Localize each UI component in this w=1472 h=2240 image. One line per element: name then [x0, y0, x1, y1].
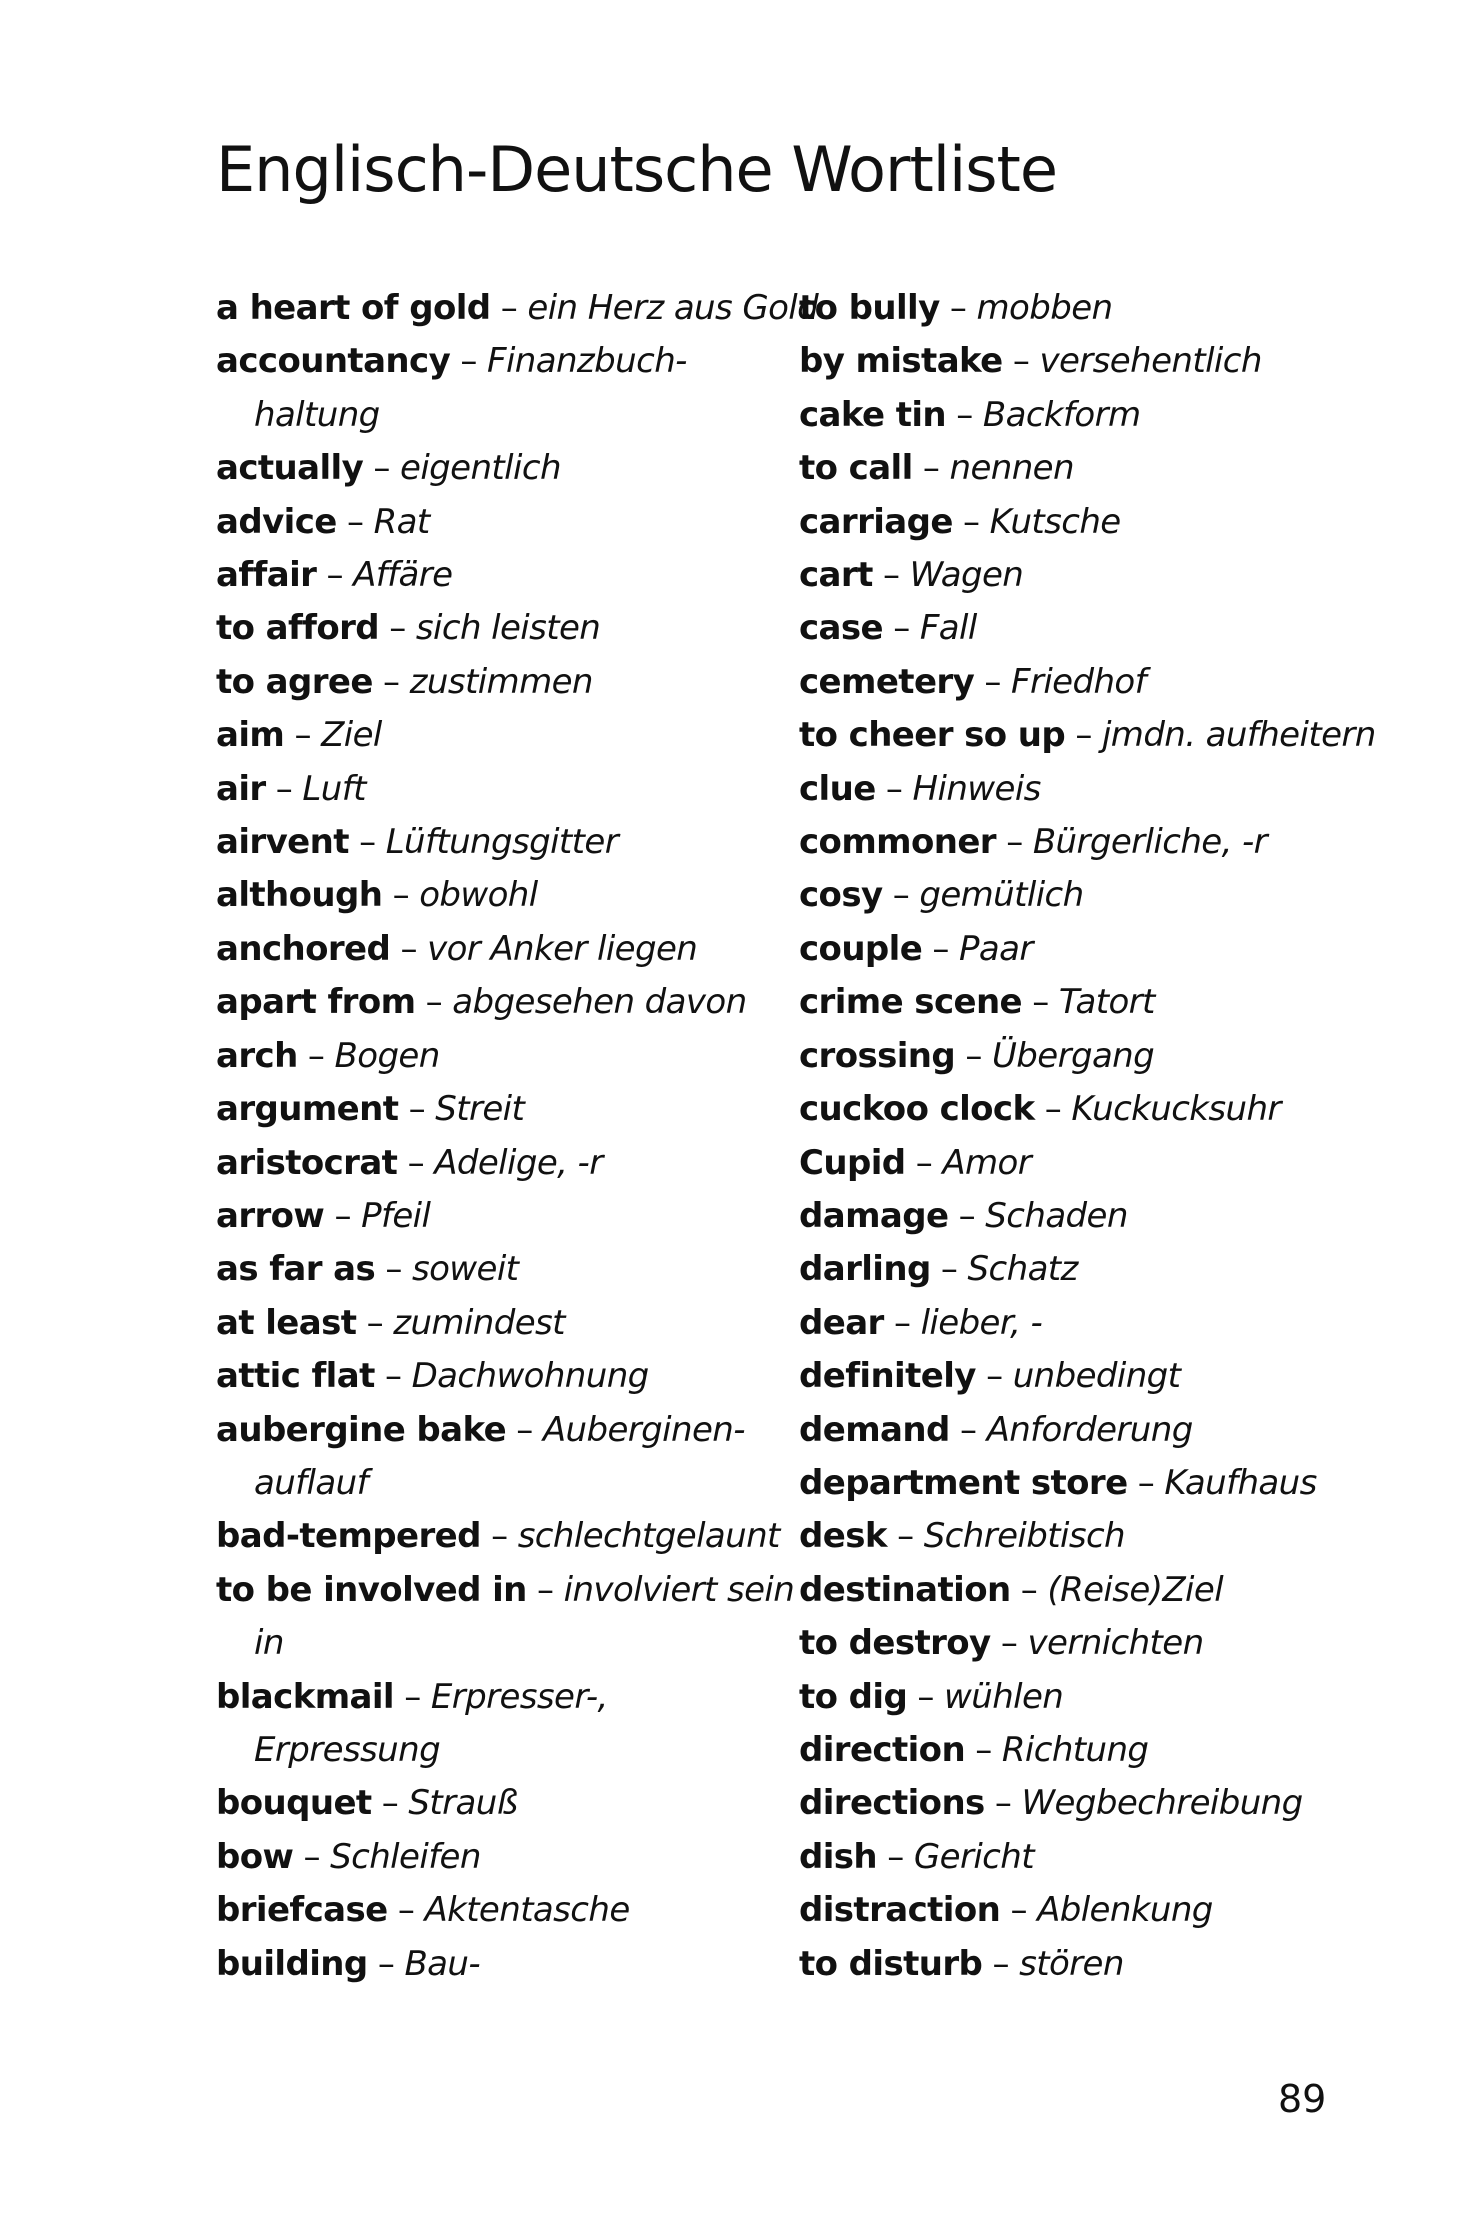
entry-term: aim — [216, 715, 285, 756]
entry-term: darling — [799, 1249, 931, 1290]
entry-translation: ein Herz aus Gold — [527, 288, 819, 328]
entry-separator: – — [359, 822, 376, 863]
entry-translation: Auberginen- — [542, 1409, 745, 1450]
entry-translation: jmdn. aufheitern — [1101, 715, 1376, 756]
entry-translation: (Reise)Ziel — [1047, 1569, 1224, 1610]
glossary-entry — [799, 1404, 1359, 1457]
entry-separator: – — [893, 1302, 911, 1343]
entry-term: anchored — [216, 928, 391, 969]
entry-separator: – — [1044, 1089, 1062, 1130]
entry-term: to cheer so up — [799, 715, 1066, 756]
entry-term: at least — [216, 1302, 357, 1343]
entry-translation: Anforderung — [986, 1409, 1193, 1450]
glossary-entry — [216, 1297, 776, 1350]
entry-translation: Streit — [435, 1089, 525, 1130]
entry-term: cake tin — [799, 394, 947, 435]
entry-separator: – — [975, 1729, 992, 1770]
entry-separator: – — [303, 1836, 320, 1877]
entry-separator: – — [275, 768, 293, 809]
glossary-entry — [799, 1671, 1359, 1724]
glossary-entry — [216, 335, 776, 442]
entry-translation: Friedhof — [1011, 661, 1147, 702]
entry-translation: versehentlich — [1039, 341, 1262, 382]
entry-separator: – — [425, 982, 443, 1023]
entry-translation: obwohl — [419, 875, 538, 916]
glossary-entry — [799, 1884, 1359, 1937]
entry-translation: Adelige, -r — [434, 1142, 603, 1183]
entry-separator: – — [949, 288, 967, 328]
entry-separator: – — [986, 1356, 1003, 1397]
entry-translation: Kaufhaus — [1164, 1462, 1317, 1503]
glossary-entry — [799, 1243, 1359, 1296]
glossary-entry — [216, 816, 776, 869]
entry-term: carriage — [799, 501, 953, 542]
entry-term: air — [216, 768, 266, 809]
glossary-entry — [799, 1137, 1359, 1190]
entry-translation: Strauß — [408, 1783, 518, 1824]
entry-term: to bully — [799, 288, 940, 328]
entry-translation: lieber, - — [920, 1302, 1043, 1343]
entry-separator: – — [1032, 982, 1049, 1023]
entry-separator: – — [366, 1302, 384, 1343]
entry-separator: – — [1020, 1569, 1038, 1610]
entry-translation: Erpresser-, — [430, 1676, 608, 1717]
entry-translation: Schreibtisch — [923, 1516, 1125, 1557]
entry-term: cart — [799, 555, 873, 596]
entry-translation: zumindest — [393, 1302, 565, 1343]
entry-term: accountancy — [216, 341, 451, 382]
glossary-entry — [799, 816, 1359, 869]
glossary-entry — [799, 1564, 1359, 1617]
entry-separator: – — [460, 341, 477, 382]
entry-separator: – — [404, 1676, 421, 1717]
entry-translation: vor Anker liegen — [427, 928, 698, 969]
entry-term: commoner — [799, 822, 996, 863]
glossary-entry — [799, 869, 1359, 922]
entry-term: cemetery — [799, 661, 975, 702]
entry-term: Cupid — [799, 1142, 906, 1183]
entry-translation: Bau- — [404, 1943, 481, 1984]
entry-separator: – — [500, 288, 518, 328]
entry-separator: – — [389, 608, 406, 649]
entry-term: dear — [799, 1302, 884, 1343]
entry-separator: – — [400, 928, 417, 969]
entry-translation: Fall — [919, 608, 977, 649]
entry-term: directions — [799, 1783, 985, 1824]
glossary-entry — [216, 602, 776, 655]
entry-separator: – — [385, 1249, 402, 1290]
entry-separator: – — [346, 501, 364, 542]
entry-term: clue — [799, 768, 876, 809]
entry-translation: involviert sein — [563, 1569, 795, 1610]
entry-term: as far as — [216, 1249, 376, 1290]
entry-translation: Lüftungsgitter — [385, 822, 619, 863]
entry-term: dish — [799, 1836, 878, 1877]
entry-term: crime scene — [799, 982, 1023, 1023]
glossary-entry — [799, 549, 1359, 602]
entry-separator: – — [940, 1249, 958, 1290]
entry-term: aristocrat — [216, 1142, 398, 1183]
entry-term: airvent — [216, 822, 349, 863]
entry-separator: – — [994, 1783, 1012, 1824]
entry-translation: Aktentasche — [424, 1890, 630, 1931]
entry-term: argument — [216, 1089, 399, 1130]
entry-term: attic flat — [216, 1356, 375, 1397]
entry-term: damage — [799, 1195, 949, 1236]
entry-term: demand — [799, 1409, 950, 1450]
entry-separator: – — [965, 1035, 982, 1076]
entry-separator: – — [917, 1676, 934, 1717]
glossary-entry — [216, 976, 776, 1029]
entry-separator: – — [377, 1943, 395, 1984]
glossary-entry — [799, 1030, 1359, 1083]
entry-separator: – — [294, 715, 311, 756]
entry-term: cosy — [799, 875, 883, 916]
entry-separator: – — [885, 768, 903, 809]
entry-translation: Schatz — [967, 1249, 1078, 1290]
entry-term: destination — [799, 1569, 1011, 1610]
glossary-entry — [799, 709, 1376, 762]
glossary-entry — [216, 549, 776, 602]
glossary-entry — [216, 1137, 776, 1190]
entry-separator: – — [922, 448, 940, 489]
glossary-entry — [216, 923, 776, 976]
entry-translation: zustimmen — [409, 661, 593, 702]
entry-separator: – — [892, 875, 910, 916]
entry-term: a heart of gold — [216, 288, 491, 328]
entry-term: department store — [799, 1462, 1128, 1503]
entry-separator: – — [893, 608, 910, 649]
glossary-entry — [216, 1404, 776, 1511]
entry-translation: wühlen — [944, 1676, 1064, 1717]
glossary-entry — [799, 602, 1359, 655]
entry-translation: Affäre — [353, 555, 453, 596]
entry-term: by mistake — [799, 341, 1003, 382]
glossary-entry — [799, 1724, 1359, 1777]
entry-term: to agree — [216, 661, 373, 702]
glossary-entry — [799, 1350, 1359, 1403]
entry-translation: abgesehen davon — [452, 982, 747, 1023]
entry-term: bouquet — [216, 1783, 372, 1824]
entry-separator: – — [959, 1409, 977, 1450]
glossary-entry — [799, 1457, 1359, 1510]
entry-translation: Bogen — [334, 1035, 440, 1076]
entry-translation: Paar — [959, 928, 1033, 969]
glossary-entry — [799, 1510, 1359, 1563]
glossary-entry — [216, 1083, 776, 1136]
entry-translation: Hinweis — [912, 768, 1041, 809]
entry-separator: – — [373, 448, 390, 489]
entry-translation: Amor — [942, 1142, 1032, 1183]
entry-separator: – — [958, 1195, 976, 1236]
entry-translation: schlechtgelaunt — [517, 1516, 780, 1557]
entry-separator: – — [408, 1089, 426, 1130]
entry-translation-continuation: Erpressung — [254, 1729, 441, 1770]
glossary-entry — [799, 1617, 1359, 1670]
entry-translation: Richtung — [1001, 1729, 1149, 1770]
glossary-entry — [799, 442, 1359, 495]
entry-separator: – — [307, 1035, 325, 1076]
entry-translation: nennen — [949, 448, 1074, 489]
entry-term: affair — [216, 555, 317, 596]
entry-translation: Kutsche — [989, 501, 1121, 542]
entry-separator: – — [1010, 1890, 1027, 1931]
entry-separator: – — [1075, 715, 1092, 756]
entry-term: distraction — [799, 1890, 1001, 1931]
glossary-entry — [216, 1938, 776, 1991]
entry-translation: Kuckucksuhr — [1071, 1089, 1281, 1130]
entry-term: advice — [216, 501, 337, 542]
entry-separator: – — [915, 1142, 933, 1183]
entry-separator: – — [932, 928, 949, 969]
entry-separator: – — [882, 555, 900, 596]
entry-translation: Luft — [302, 768, 366, 809]
entry-translation: Rat — [373, 501, 430, 542]
entry-term: to afford — [216, 608, 380, 649]
entry-term: direction — [799, 1729, 966, 1770]
entry-term: building — [216, 1943, 368, 1984]
entry-separator: – — [326, 555, 343, 596]
glossary-entry — [799, 976, 1359, 1029]
entry-separator: – — [397, 1890, 415, 1931]
entry-translation: Ablenkung — [1037, 1890, 1213, 1931]
entry-term: arch — [216, 1035, 298, 1076]
entry-translation: Schaden — [985, 1195, 1128, 1236]
word-list-left-column — [216, 282, 819, 1991]
entry-translation: Ziel — [321, 715, 382, 756]
entry-term: apart from — [216, 982, 416, 1023]
entry-term: desk — [799, 1516, 887, 1557]
glossary-entry — [799, 1297, 1359, 1350]
entry-term: definitely — [799, 1356, 976, 1397]
glossary-entry — [216, 1510, 780, 1563]
glossary-entry — [799, 1938, 1359, 1991]
glossary-entry — [216, 1030, 776, 1083]
entry-translation: Übergang — [992, 1035, 1155, 1076]
glossary-entry — [799, 763, 1359, 816]
entry-separator: – — [963, 501, 980, 542]
entry-translation: Backform — [982, 394, 1141, 435]
entry-term: to disturb — [799, 1943, 983, 1984]
glossary-entry — [799, 1083, 1359, 1136]
entry-translation: Tatort — [1058, 982, 1155, 1023]
glossary-entry — [799, 1190, 1359, 1243]
entry-separator: – — [1000, 1623, 1018, 1664]
entry-separator: – — [392, 875, 409, 916]
glossary-entry — [216, 442, 776, 495]
entry-translation: stören — [1019, 1943, 1124, 1984]
entry-separator: – — [887, 1836, 904, 1877]
glossary-entry — [216, 1190, 776, 1243]
glossary-entry — [799, 282, 1359, 335]
entry-term: briefcase — [216, 1890, 388, 1931]
entry-separator: – — [1137, 1462, 1155, 1503]
glossary-entry — [799, 1831, 1359, 1884]
entry-translation-continuation: auflauf — [254, 1462, 368, 1503]
entry-term: to call — [799, 448, 913, 489]
entry-separator: – — [992, 1943, 1009, 1984]
entry-translation-continuation: haltung — [254, 394, 380, 435]
entry-translation: mobben — [976, 288, 1113, 328]
entry-separator: – — [984, 661, 1001, 702]
entry-separator: – — [491, 1516, 508, 1557]
entry-term: to be involved in — [216, 1569, 527, 1610]
glossary-entry — [799, 496, 1359, 549]
entry-term: bad-tempered — [216, 1516, 481, 1557]
entry-term: although — [216, 875, 383, 916]
entry-separator: – — [381, 1783, 399, 1824]
glossary-entry — [216, 282, 819, 335]
entry-translation: vernichten — [1027, 1623, 1204, 1664]
entry-separator: – — [407, 1142, 424, 1183]
entry-separator: – — [384, 1356, 402, 1397]
entry-term: aubergine bake — [216, 1409, 507, 1450]
glossary-entry — [216, 1884, 776, 1937]
page-title: Englisch-Deutsche Wortliste — [216, 133, 1057, 206]
entry-term: actually — [216, 448, 364, 489]
entry-translation: Gericht — [913, 1836, 1034, 1877]
entry-translation: Bürgerliche, -r — [1032, 822, 1268, 863]
entry-translation: soweit — [411, 1249, 519, 1290]
glossary-entry — [799, 1777, 1359, 1830]
word-list-right-column — [799, 282, 1376, 1991]
entry-translation: Pfeil — [361, 1195, 431, 1236]
page-number: 89 — [1278, 2077, 1327, 2121]
entry-translation: Schleifen — [330, 1836, 481, 1877]
glossary-entry — [216, 869, 776, 922]
entry-translation: gemütlich — [919, 875, 1084, 916]
glossary-entry — [216, 1243, 776, 1296]
entry-separator: – — [956, 394, 973, 435]
entry-translation: unbedingt — [1012, 1356, 1181, 1397]
entry-translation-continuation: in — [254, 1623, 284, 1664]
entry-separator: – — [334, 1195, 351, 1236]
entry-term: case — [799, 608, 883, 649]
entry-separator: – — [383, 661, 400, 702]
glossary-entry — [799, 389, 1359, 442]
glossary-entry — [216, 1564, 795, 1671]
entry-term: to dig — [799, 1676, 908, 1717]
entry-translation: Dachwohnung — [411, 1356, 649, 1397]
entry-separator: – — [516, 1409, 533, 1450]
entry-term: to destroy — [799, 1623, 991, 1664]
entry-separator: – — [537, 1569, 554, 1610]
glossary-entry — [216, 496, 776, 549]
glossary-entry — [216, 1671, 776, 1778]
glossary-entry — [799, 335, 1359, 388]
glossary-entry — [216, 763, 776, 816]
entry-separator: – — [897, 1516, 914, 1557]
glossary-entry — [216, 709, 776, 762]
glossary-entry — [216, 1350, 776, 1403]
glossary-entry — [216, 1831, 776, 1884]
entry-separator: – — [1006, 822, 1023, 863]
entry-translation: sich leisten — [415, 608, 601, 649]
entry-translation: eigentlich — [400, 448, 561, 489]
entry-term: cuckoo clock — [799, 1089, 1035, 1130]
entry-term: crossing — [799, 1035, 956, 1076]
entry-translation: Finanzbuch- — [486, 341, 687, 382]
glossary-entry — [799, 923, 1359, 976]
entry-term: bow — [216, 1836, 294, 1877]
entry-separator: – — [1012, 341, 1030, 382]
entry-translation: Wegbechreibung — [1021, 1783, 1303, 1824]
entry-term: couple — [799, 928, 923, 969]
entry-term: arrow — [216, 1195, 325, 1236]
glossary-entry — [216, 656, 776, 709]
glossary-entry — [799, 656, 1359, 709]
glossary-entry — [216, 1777, 776, 1830]
entry-term: blackmail — [216, 1676, 394, 1717]
entry-translation: Wagen — [909, 555, 1024, 596]
